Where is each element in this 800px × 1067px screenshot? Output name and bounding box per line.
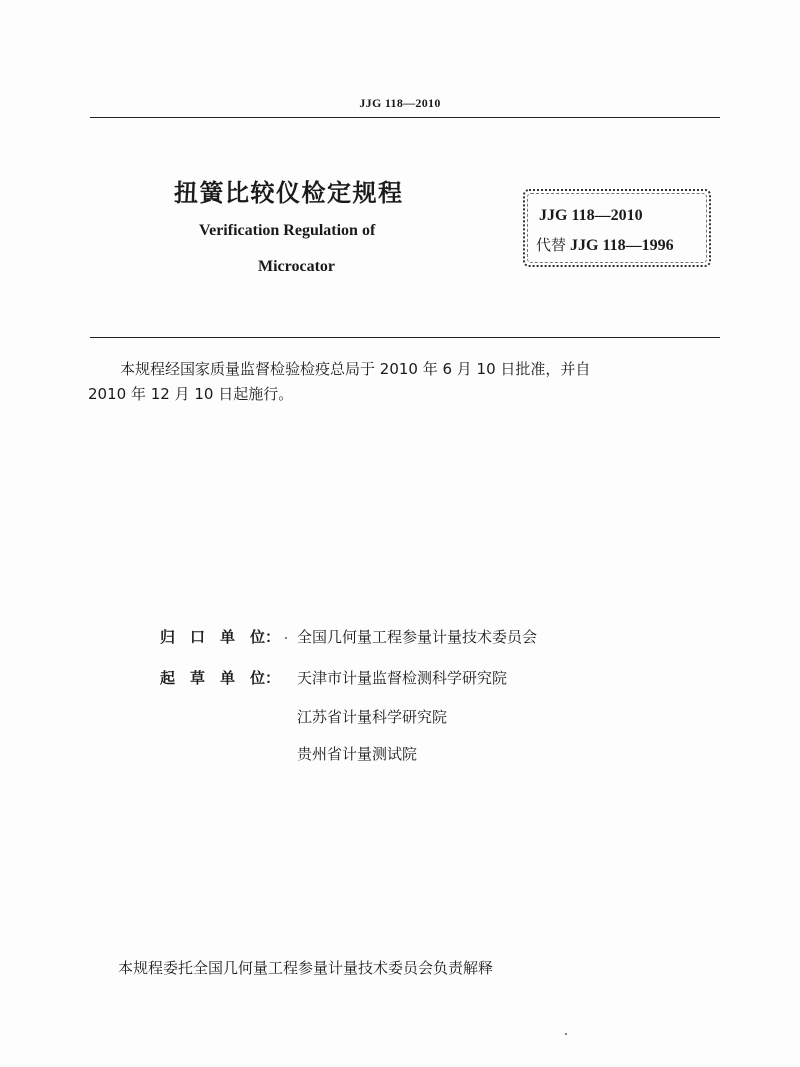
drafting-unit-label [160,667,280,688]
title-chinese: 扭簧比较仪检定规程 [174,179,404,207]
label-char: 起 [160,669,176,687]
replaces-code-line [536,234,674,255]
replaces-label: 代替 [536,236,567,254]
title-english-line2: Microcator [258,258,335,275]
running-header-code: JJG 118—2010 [359,96,441,110]
label-char: 位： [250,669,281,687]
scan-speck [565,1033,567,1035]
label-char: 草 [190,669,206,687]
drafting-unit-value-2: 江苏省计量科学研究院 [297,708,448,726]
header-rule [90,117,720,118]
approval-line-1: 本规程经国家质量监督检验检疫总局于 2010 年 6 月 10 日批准，并自 [120,360,591,378]
label-char: 位： [250,628,281,646]
replaced-code: JJG 118—1996 [570,237,674,254]
label-char: 单 [220,628,236,646]
approval-line-2: 2010 年 12 月 10 日起施行。 [88,385,294,403]
title-english-line1: Verification Regulation of [199,222,376,239]
interpretation-note: 本规程委托全国几何量工程参量计量技术委员会负责解释 [118,959,494,977]
approval-statement [88,357,728,407]
responsible-unit-value: 全国几何量工程参量计量技术委员会 [297,628,538,646]
responsible-unit-label [160,626,280,647]
label-char: 归 [160,628,176,646]
drafting-unit-value-1: 天津市计量监督检测科学研究院 [297,669,508,687]
drafting-unit-value-3: 贵州省计量测试院 [297,745,418,763]
regulation-code: JJG 118—2010 [539,207,643,224]
label-char: 口 [190,628,206,646]
section-rule [90,337,720,338]
label-char: 单 [220,669,236,687]
scan-speck [285,637,287,639]
regulation-code-box [523,189,711,267]
